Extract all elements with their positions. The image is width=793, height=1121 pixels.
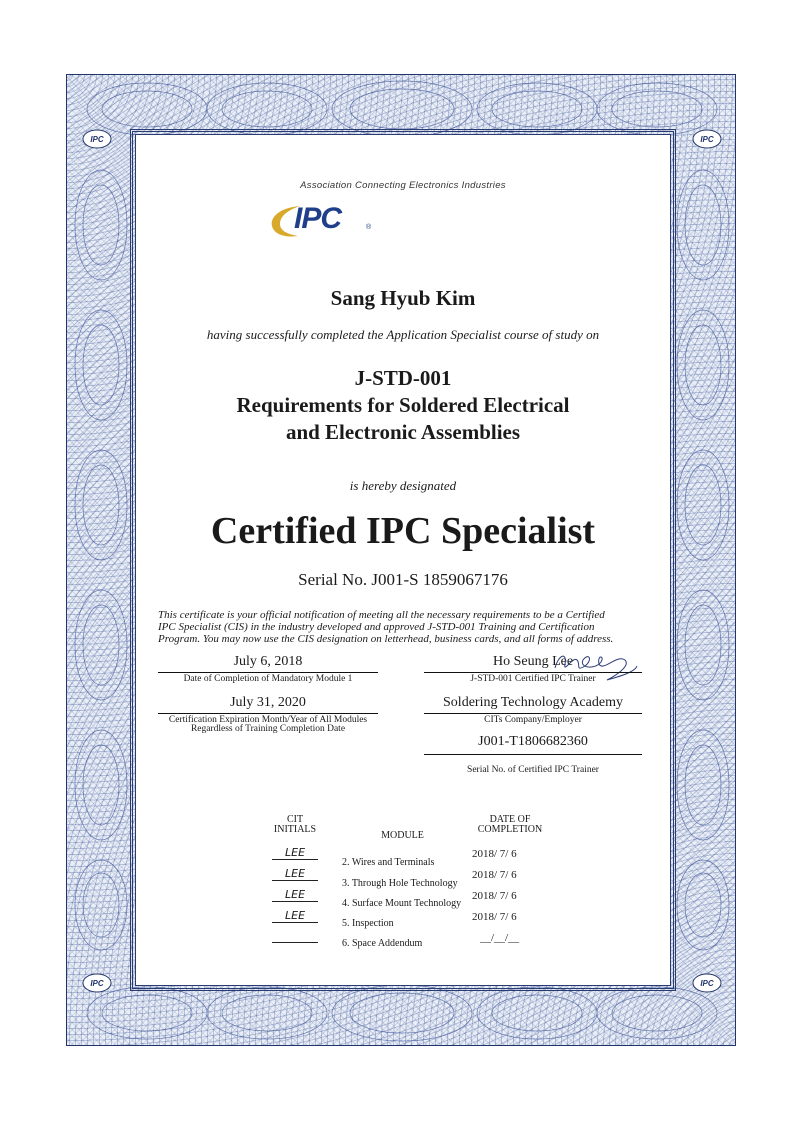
row-1-date: 2018/ 7/ 6	[472, 848, 517, 860]
col-date-header-2: COMPLETION	[477, 824, 543, 835]
row-2-initials: LEE	[272, 867, 318, 881]
emblem-bottom-right: IPC	[700, 979, 714, 988]
emblem-bottom-left: IPC	[90, 979, 104, 988]
trainer-serial: J001-T1806682360	[478, 734, 588, 749]
notice-line-1: This certificate is your official notification of meeting all the necessary requirements to be a Certified	[158, 609, 605, 621]
trainer-serial-caption: Serial No. of Certified IPC Trainer	[467, 765, 599, 775]
notice-line-3: Program. You may now use the CIS designation on letterhead, business cards, and all forms of address.	[158, 633, 614, 645]
row-4-date: 2018/ 7/ 6	[472, 911, 517, 923]
row-5-date: __/__/__	[480, 932, 520, 944]
ipc-logo	[268, 200, 378, 242]
trainer-serial-line	[424, 754, 642, 755]
row-5-initials	[272, 930, 318, 943]
row-2-date: 2018/ 7/ 6	[472, 869, 517, 881]
row-3-module: 4. Surface Mount Technology	[342, 898, 462, 909]
expiration-caption-line-1: Certification Expiration Month/Year of All Modules	[158, 713, 378, 725]
specialist-serial: Serial No. J001-S 1859067176	[298, 570, 508, 589]
row-2-module: 3. Through Hole Technology	[342, 878, 458, 889]
col-initials-header-1: CIT	[286, 814, 304, 825]
designation-title: Certified IPC Specialist	[210, 510, 596, 552]
emblem-top-left: IPC	[90, 135, 104, 144]
row-4-initials: LEE	[272, 909, 318, 923]
expiration-date: July 31, 2020	[230, 695, 306, 710]
designated-statement: is hereby designated	[349, 478, 457, 493]
association-tagline: Association Connecting Electronics Industries	[300, 180, 506, 191]
row-1-initials: LEE	[272, 846, 318, 860]
col-initials-header-2: INITIALS	[273, 824, 317, 835]
trainer-name: Ho Seung Lee	[492, 654, 574, 669]
row-3-initials: LEE	[272, 888, 318, 902]
ipc-logo-text: IPC	[294, 202, 342, 235]
trainer-company: Soldering Technology Academy	[443, 695, 623, 710]
course-statement: having successfully completed the Application Specialist course of study on	[206, 327, 600, 342]
col-module-header: MODULE	[381, 830, 424, 841]
row-1-module: 2. Wires and Terminals	[342, 857, 435, 868]
standard-title-line-2: and Electronic Assemblies	[285, 420, 521, 444]
row-4-module: 5. Inspection	[342, 918, 394, 929]
col-date-header-1: DATE OF	[489, 814, 531, 825]
emblem-top-right: IPC	[700, 135, 714, 144]
completion-date-caption: Date of Completion of Mandatory Module 1	[158, 672, 378, 684]
completion-date: July 6, 2018	[233, 654, 303, 669]
row-5-module: 6. Space Addendum	[342, 938, 423, 949]
company-caption: CITs Company/Employer	[424, 713, 642, 725]
trainer-caption: J-STD-001 Certified IPC Trainer	[424, 672, 642, 684]
standard-code: J-STD-001	[354, 366, 452, 390]
registered-mark: ®	[366, 224, 372, 231]
notice-line-2: IPC Specialist (CIS) in the industry developed and approved J-STD-001 Training and Certification	[158, 621, 595, 633]
row-3-date: 2018/ 7/ 6	[472, 890, 517, 902]
expiration-caption-line-2: Regardless of Training Completion Date	[190, 724, 346, 734]
standard-title-line-1: Requirements for Soldered Electrical	[236, 393, 570, 417]
recipient-name: Sang Hyub Kim	[330, 286, 476, 310]
